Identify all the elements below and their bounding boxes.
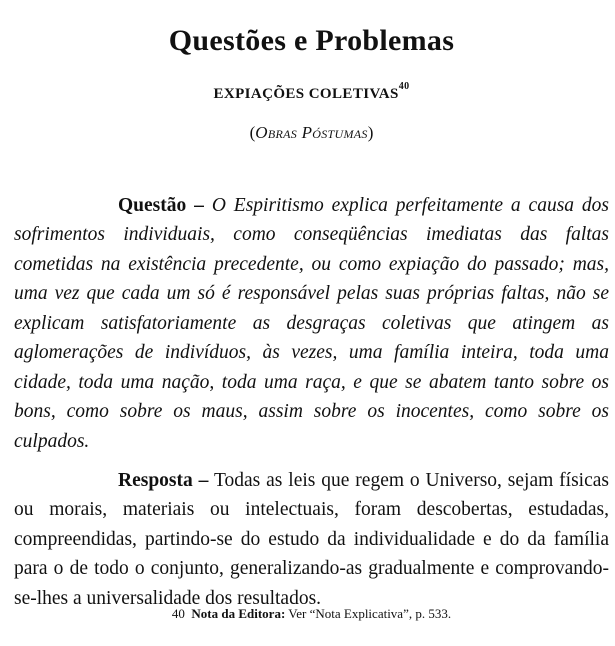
source-close-paren: ) — [367, 123, 374, 142]
footnote-text: Ver “Nota Explicativa”, p. 533. — [288, 606, 452, 621]
answer-label: Resposta – — [118, 469, 209, 491]
source-name: Obras Póstumas — [255, 123, 368, 142]
question-label: Questão – — [118, 194, 204, 216]
page-title: Questões e Problemas — [168, 24, 455, 57]
question-text: O Espiritismo explica perfeitamente a causa dos sofrimentos individuais, como conseqüências imediatas das faltas cometidas na existência precedente, ou como expiação do passado; mas, uma vez que cada um só é responsável pelas suas próprias faltas, não se explicam satisfatoriamente as desgraças coletivas que atingem as aglomerações de indivíduos, às vezes, uma família inteira, toda uma cidade, toda uma nação, toda uma raça, e que se abatem tanto sobre os bons, como sobre os maus, assim sobre os inocentes, como sobre os culpados. — [14, 194, 610, 452]
section-heading — [14, 81, 609, 103]
footnote-reference[interactable]: 40 — [398, 81, 410, 92]
answer-text: Todas as leis que regem o Universo, sejam físicas ou morais, materiais ou intelectuais, foram descobertas, estudadas, compreendidas, partindo-se do estudo da individualidade e do da família para o de todo o conjunto, generalizando-as gradualmente e comprovando-se-lhes a universalidade dos resultados. — [14, 469, 609, 609]
answer-paragraph — [14, 466, 609, 614]
footnote-label: Nota da Editora: — [191, 606, 286, 621]
question-paragraph — [14, 191, 609, 457]
source-citation — [14, 123, 609, 143]
footnote-number: 40 — [171, 606, 185, 621]
source-open-paren: ( — [249, 123, 256, 142]
footnote — [14, 606, 609, 622]
section-heading-text: EXPIAÇÕES COLETIVAS — [213, 86, 399, 102]
